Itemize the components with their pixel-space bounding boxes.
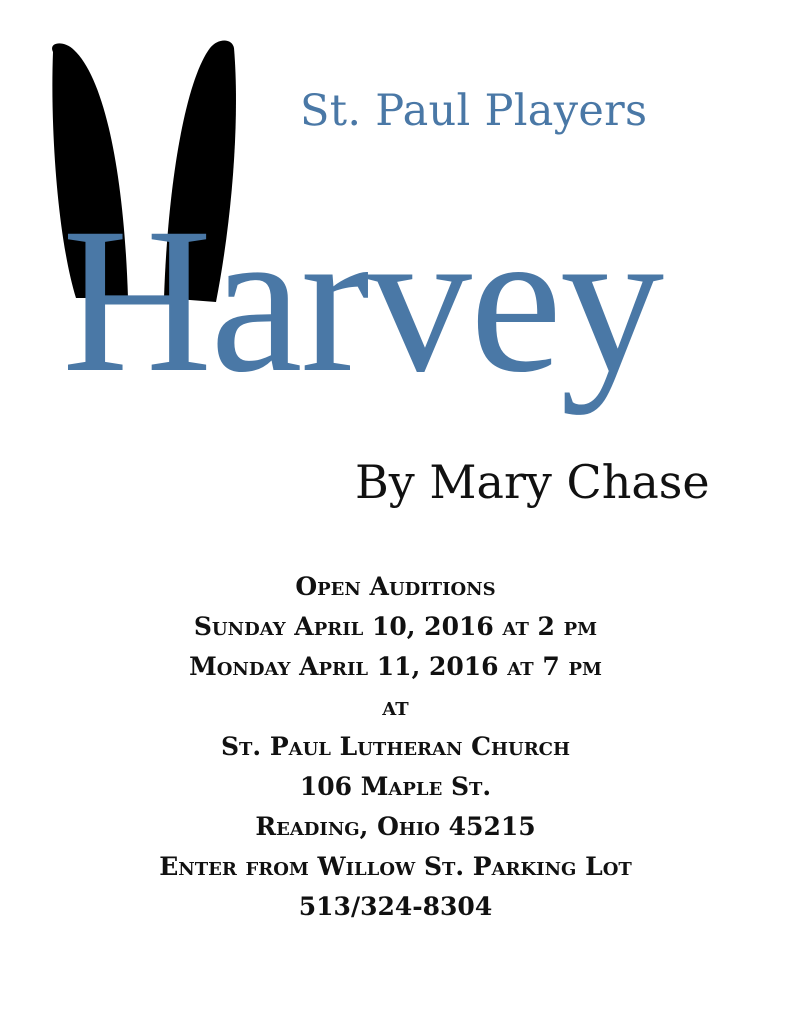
troupe-name: St. Paul Players xyxy=(300,86,648,136)
audition-details xyxy=(0,567,791,927)
venue-city: Reading, Ohio 45215 xyxy=(255,812,536,841)
at-text: at xyxy=(382,692,409,721)
entrance-note: Enter from Willow St. Parking Lot xyxy=(159,852,632,881)
venue-street: 106 Maple St. xyxy=(299,772,492,801)
date-monday: Monday April 11, 2016 at 7 pm xyxy=(189,652,602,681)
heading-open-auditions: Open Auditions xyxy=(295,572,496,601)
date-sunday: Sunday April 10, 2016 at 2 pm xyxy=(193,612,598,641)
author-credit: By Mary Chase xyxy=(355,455,710,509)
phone-number: 513/324-8304 xyxy=(298,892,493,921)
play-title: Harvey xyxy=(62,185,663,415)
venue-name: St. Paul Lutheran Church xyxy=(220,732,571,761)
